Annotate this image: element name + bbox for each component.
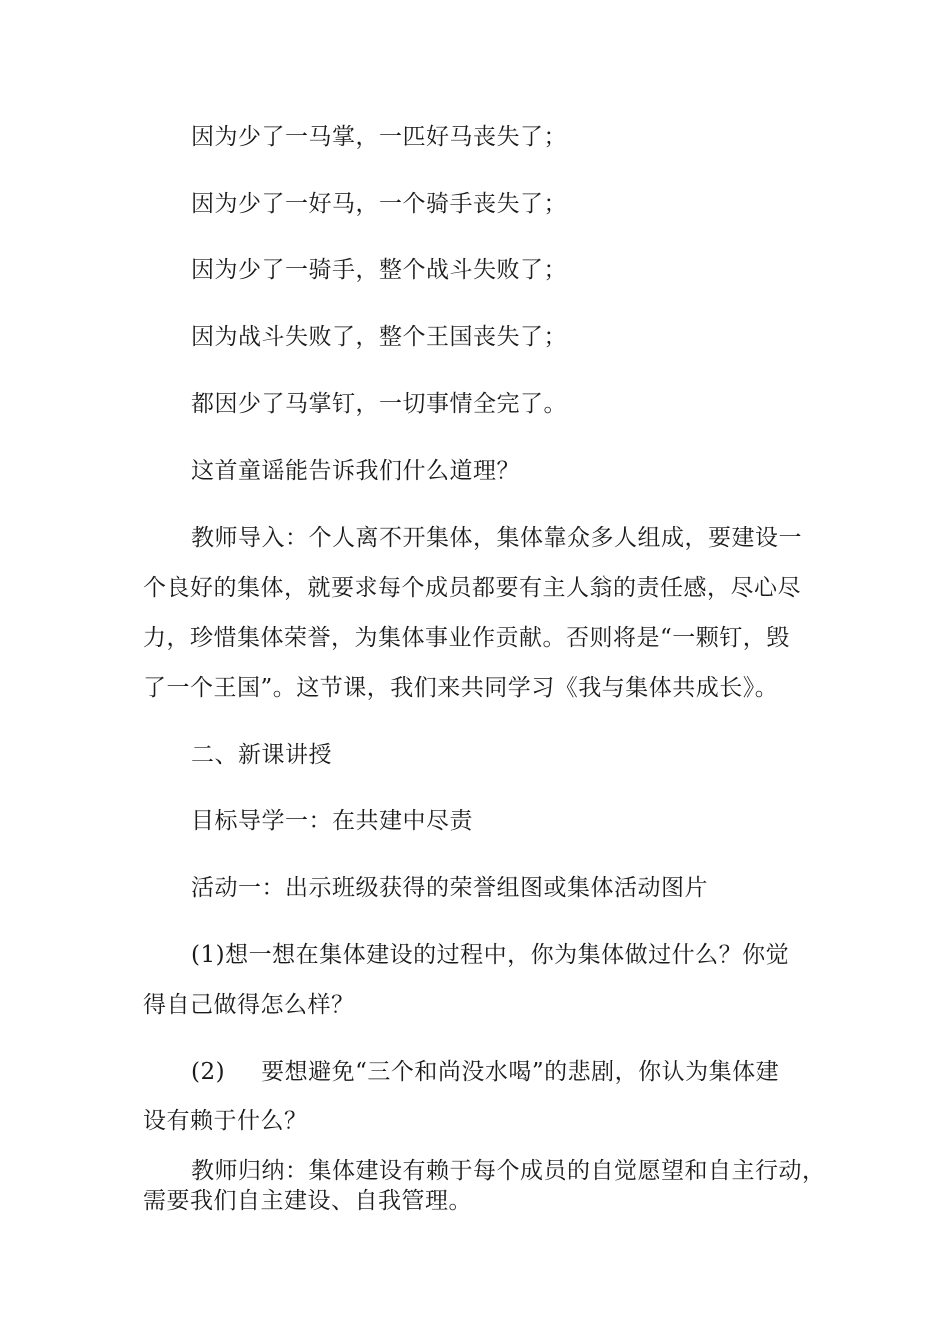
q2-line-1 bbox=[191, 1056, 779, 1088]
verse-line-5: 都因少了马掌钉，一切事情全完了。 bbox=[191, 391, 567, 417]
question-line: 这首童谣能告诉我们什么道理？ bbox=[191, 458, 520, 484]
activity-line: 活动一：出示班级获得的荣誉组图或集体活动图片 bbox=[191, 875, 708, 901]
q2-line-2: 设有赖于什么？ bbox=[143, 1108, 308, 1134]
section-heading: 二、新课讲授 bbox=[191, 742, 332, 768]
verse-line-4: 因为战斗失败了，整个王国丧失了； bbox=[191, 324, 567, 350]
intro-line-4: 了一个王国”。这节课，我们来共同学习《我与集体共成长》。 bbox=[143, 675, 779, 701]
intro-line-1: 教师导入：个人离不开集体，集体靠众多人组成，要建设一 bbox=[191, 525, 802, 551]
summary-line-2: 需要我们自主建设、自我管理。 bbox=[143, 1188, 472, 1214]
q2-number: (2) bbox=[191, 1059, 226, 1085]
intro-line-3: 力，珍惜集体荣誉，为集体事业作贡献。否则将是“一颗钉，毁 bbox=[143, 625, 790, 651]
verse-line-1: 因为少了一马掌，一匹好马丧失了； bbox=[191, 124, 567, 150]
verse-line-3: 因为少了一骑手，整个战斗失败了； bbox=[191, 257, 567, 283]
q1-line-2: 得自己做得怎么样？ bbox=[143, 992, 355, 1018]
goal-heading: 目标导学一：在共建中尽责 bbox=[191, 808, 473, 834]
q1-line-1: (1)想一想在集体建设的过程中，你为集体做过什么？你觉 bbox=[191, 942, 790, 968]
q2-text: 要想避免“三个和尚没水喝”的悲剧，你认为集体建 bbox=[261, 1059, 780, 1085]
summary-line-1: 教师归纳：集体建设有赖于每个成员的自觉愿望和自主行动， bbox=[191, 1158, 826, 1184]
verse-line-2: 因为少了一好马，一个骑手丧失了； bbox=[191, 191, 567, 217]
intro-line-2: 个良好的集体，就要求每个成员都要有主人翁的责任感，尽心尽 bbox=[143, 575, 801, 601]
